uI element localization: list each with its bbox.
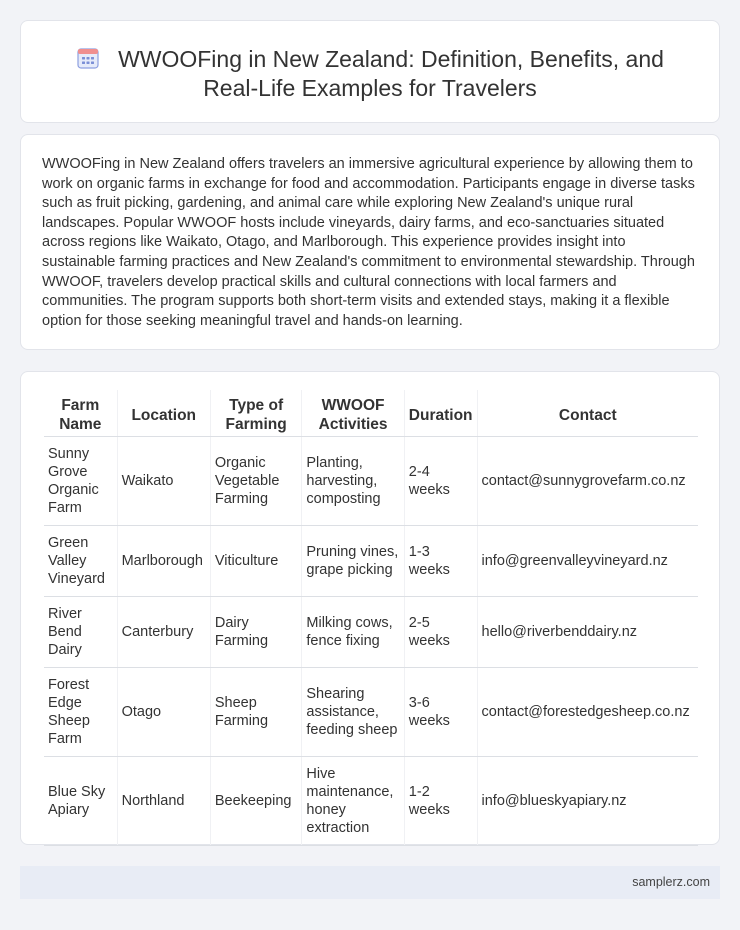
cell-activities: Hive maintenance, honey extraction <box>302 757 404 846</box>
table-row <box>44 597 698 668</box>
cell-activities: Milking cows, fence fixing <box>302 597 404 668</box>
title-line-1: WWOOFing in New Zealand: Definition, Benefits, and <box>118 46 664 72</box>
header-type-of-farming: Type of Farming <box>210 390 302 437</box>
cell-duration: 2-4 weeks <box>404 437 477 526</box>
table-row <box>44 757 698 846</box>
header-contact: Contact <box>477 390 698 437</box>
header-duration: Duration <box>404 390 477 437</box>
farms-table <box>44 390 698 846</box>
cell-location: Northland <box>117 757 210 846</box>
header-farm-name: Farm Name <box>44 390 117 437</box>
cell-type: Dairy Farming <box>210 597 302 668</box>
cell-farm-name: Blue Sky Apiary <box>44 757 117 846</box>
title-line-2: Real-Life Examples for Travelers <box>203 75 537 101</box>
table-row <box>44 437 698 526</box>
cell-type: Beekeeping <box>210 757 302 846</box>
cell-location: Waikato <box>117 437 210 526</box>
calendar-grid-icon <box>76 46 100 70</box>
header-location: Location <box>117 390 210 437</box>
cell-contact: info@blueskyapiary.nz <box>477 757 698 846</box>
header-wwoof-activities: WWOOF Activities <box>302 390 404 437</box>
cell-location: Otago <box>117 668 210 757</box>
cell-farm-name: River Bend Dairy <box>44 597 117 668</box>
intro-paragraph: WWOOFing in New Zealand offers travelers an immersive agricultural experience by allowing them to work on organic farms in exchange for food and accommodation. Participants engage in diverse tasks such as fruit picking, gardening, and animal care while exploring New Zealand's unique rural landscapes. Popular WWOOF hosts include vineyards, dairy farms, and eco-sanctuaries situated across regions like Waikato, Otago, and Marlborough. This experience provides insight into sustainable farming practices and New Zealand's commitment to environmental stewardship. Through WWOOF, travelers develop practical skills and cultural connections with local farmers and communities. The program supports both short-term visits and extended stays, making it a flexible option for those seeking meaningful travel and hands-on learning. <box>42 156 695 329</box>
footer <box>20 866 720 899</box>
cell-contact: contact@forestedgesheep.co.nz <box>477 668 698 757</box>
cell-duration: 1-3 weeks <box>404 526 477 597</box>
page-title <box>21 45 719 103</box>
cell-farm-name: Green Valley Vineyard <box>44 526 117 597</box>
cell-duration: 2-5 weeks <box>404 597 477 668</box>
cell-activities: Planting, harvesting, composting <box>302 437 404 526</box>
cell-contact: info@greenvalleyvineyard.nz <box>477 526 698 597</box>
cell-activities: Shearing assistance, feeding sheep <box>302 668 404 757</box>
cell-type: Viticulture <box>210 526 302 597</box>
cell-contact: contact@sunnygrovefarm.co.nz <box>477 437 698 526</box>
title-card <box>20 20 720 123</box>
table-card <box>20 371 720 845</box>
cell-location: Marlborough <box>117 526 210 597</box>
cell-farm-name: Forest Edge Sheep Farm <box>44 668 117 757</box>
cell-type: Organic Vegetable Farming <box>210 437 302 526</box>
cell-location: Canterbury <box>117 597 210 668</box>
table-row <box>44 526 698 597</box>
table-row <box>44 668 698 757</box>
cell-type: Sheep Farming <box>210 668 302 757</box>
cell-farm-name: Sunny Grove Organic Farm <box>44 437 117 526</box>
cell-activities: Pruning vines, grape picking <box>302 526 404 597</box>
table-header-row <box>44 390 698 437</box>
cell-duration: 1-2 weeks <box>404 757 477 846</box>
footer-site-link[interactable]: samplerz.com <box>632 875 710 889</box>
intro-card <box>20 134 720 350</box>
cell-contact: hello@riverbenddairy.nz <box>477 597 698 668</box>
cell-duration: 3-6 weeks <box>404 668 477 757</box>
